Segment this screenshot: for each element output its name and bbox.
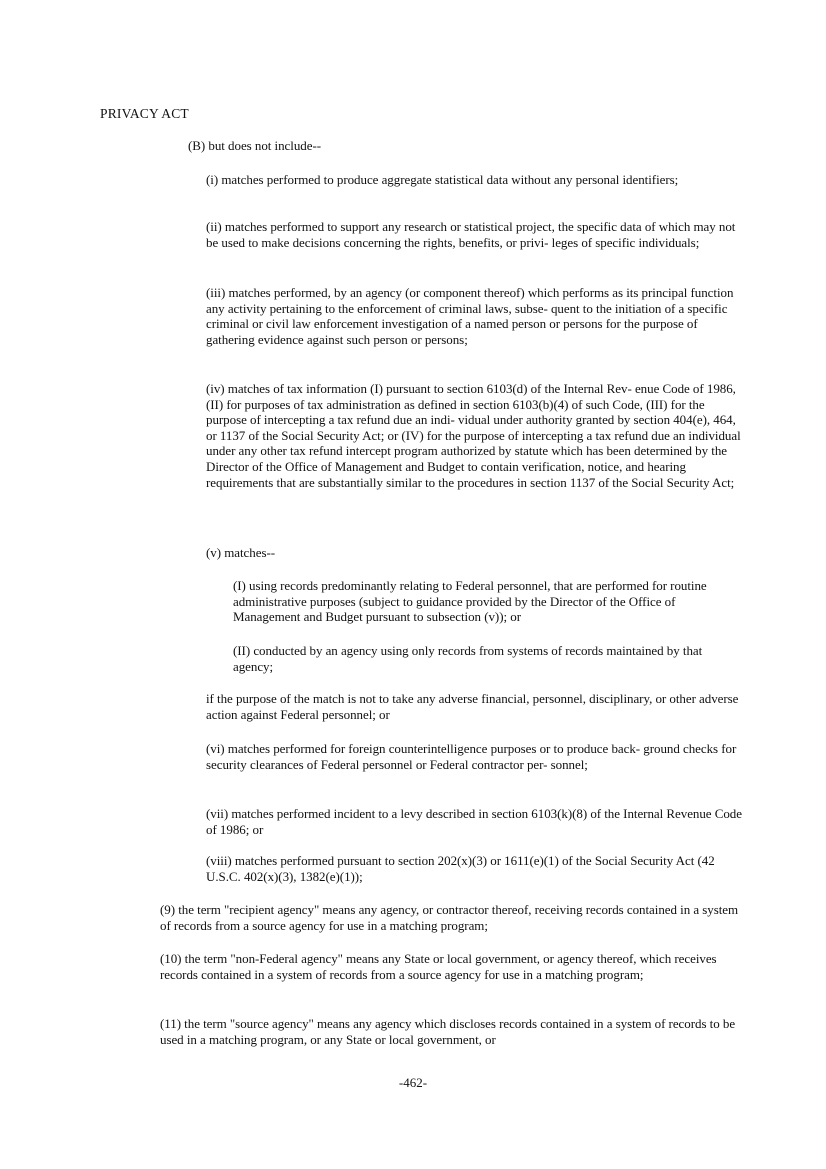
clause-b-iii: (iii) matches performed, by an agency (or component thereof) which performs as its principal function any activity pertaining to the enforcement of criminal laws, subse- quent to the initiation of a specific criminal or civil law enforcement investigation of a named person or persons for the purpose of gathering evidence against such person or persons; [206, 285, 734, 347]
clause-b-v: (v) matches-- [206, 545, 276, 560]
clause-b-v-I: (I) using records predominantly relating to Federal personnel, that are performed for routine administrative purposes (subject to guidance provided by the Director of the Office of Management and Budget pursuant to subsection (v)); or [233, 578, 707, 625]
clause-b-i: (i) matches performed to produce aggregate statistical data without any personal identifiers; [206, 172, 679, 187]
clause-b-v-tail: if the purpose of the match is not to take any adverse financial, personnel, disciplinary, or other adverse action against Federal personnel; or [206, 691, 739, 722]
page-number: -462- [398, 1075, 428, 1090]
clause-b: (B) but does not include-- [188, 138, 322, 153]
clause-b-iv: (iv) matches of tax information (I) pursuant to section 6103(d) of the Internal Rev- enue Code of 1986, (II) for purposes of tax administration as defined in section 6103(b)(4) of such Code, (III) for the purpose of intercepting a tax refund due an indi- vidual under authority granted by section 404(e), 464, or 1137 of the Social Security Act; or (IV) for the purpose of intercepting a tax refund due an individual under any other tax refund intercept program authorized by statute which has been determined by the Director of the Office of Management and Budget to contain verification, notice, and hearing requirements that are substantially similar to the procedures in section 1137 of the Social Security Act; [206, 381, 741, 490]
clause-b-ii: (ii) matches performed to support any research or statistical project, the specific data of which may not be used to make decisions concerning the rights, benefits, or privi- leges of specific individuals; [206, 219, 736, 250]
clause-b-vi: (vi) matches performed for foreign counterintelligence purposes or to produce back- ground checks for security clearances of Federal personnel or Federal contractor per- sonnel; [206, 741, 737, 772]
clause-b-viii: (viii) matches performed pursuant to section 202(x)(3) or 1611(e)(1) of the Social Security Act (42 U.S.C. 402(x)(3), 1382(e)(1)); [206, 853, 715, 884]
clause-b-v-II: (II) conducted by an agency using only records from systems of records maintained by that agency; [233, 643, 703, 674]
running-header: PRIVACY ACT [100, 106, 189, 121]
definition-10: (10) the term "non-Federal agency" means any State or local government, or agency thereof, which receives records contained in a system of records from a source agency for use in a matching program; [160, 951, 717, 982]
clause-b-vii: (vii) matches performed incident to a levy described in section 6103(k)(8) of the Internal Revenue Code of 1986; or [206, 806, 742, 837]
definition-9: (9) the term "recipient agency" means any agency, or contractor thereof, receiving records contained in a system of records from a source agency for use in a matching program; [160, 902, 739, 933]
definition-11: (11) the term "source agency" means any agency which discloses records contained in a system of records to be used in a matching program, or any State or local government, or [160, 1016, 736, 1047]
